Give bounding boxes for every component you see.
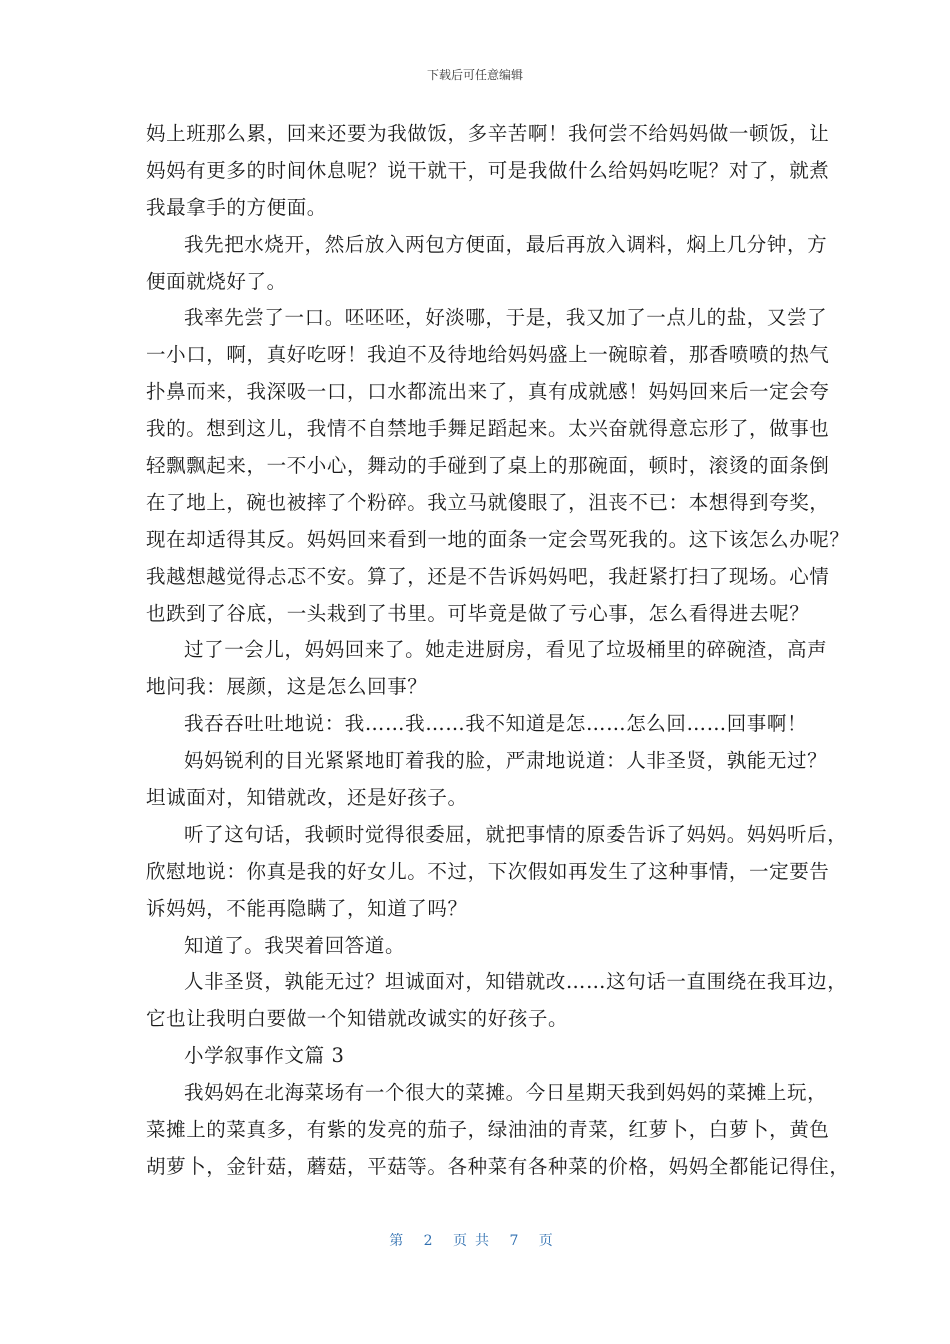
text-line: 诉妈妈，不能再隐瞒了，知道了吗？: [146, 896, 468, 920]
text-line: 便面就烧好了。: [146, 269, 287, 293]
text-line: 过了一会儿，妈妈回来了。她走进厨房，看见了垃圾桶里的碎碗渣，高声: [184, 638, 828, 662]
text-line: 我妈妈在北海菜场有一个很大的菜摊。今日星期天我到妈妈的菜摊上玩，: [184, 1081, 828, 1105]
text-line: 我先把水烧开，然后放入两包方便面，最后再放入调料，焖上几分钟，方: [184, 232, 828, 256]
text-line: 我吞吞吐吐地说：我……我……我不知道是怎……怎么回……回事啊！: [184, 712, 808, 736]
text-line: 菜摊上的菜真多，有紫的发亮的茄子，绿油油的青菜，红萝卜，白萝卜，黄色: [146, 1118, 830, 1142]
text-line: 小学叙事作文篇 3: [184, 1044, 345, 1068]
text-line: 我最拿手的方便面。: [146, 195, 327, 219]
text-line: 欣慰地说：你真是我的好女儿。不过，下次假如再发生了这种事情，一定要告: [146, 859, 830, 883]
page-footer: 第 2 页共 7 页: [389, 1233, 561, 1249]
text-line: 现在却适得其反。妈妈回来看到一地的面条一定会骂死我的。这下该怎么办呢？: [146, 527, 850, 551]
text-line: 在了地上，碗也被摔了个粉碎。我立马就傻眼了，沮丧不已：本想得到夸奖，: [146, 490, 830, 514]
text-line: 坦诚面对，知错就改，还是好孩子。: [146, 786, 468, 810]
text-line: 我越想越觉得忐忑不安。算了，还是不告诉妈妈吧，我赶紧打扫了现场。心情: [146, 564, 830, 588]
text-line: 轻飘飘起来，一不小心，舞动的手碰到了桌上的那碗面，顿时，滚烫的面条倒: [146, 454, 830, 478]
page-header: 下载后可任意编辑: [426, 68, 523, 82]
text-line: 听了这句话，我顿时觉得很委屈，就把事情的原委告诉了妈妈。妈妈听后，: [184, 822, 848, 846]
text-line: 也跌到了谷底，一头栽到了书里。可毕竟是做了亏心事，怎么看得进去呢？: [146, 601, 810, 625]
text-line: 胡萝卜，金针菇，蘑菇，平菇等。各种菜有各种菜的价格，妈妈全都能记得住，: [146, 1154, 850, 1178]
text-line: 人非圣贤，孰能无过？坦诚面对，知错就改……这句话一直围绕在我耳边，: [184, 970, 848, 994]
text-line: 它也让我明白要做一个知错就改诚实的好孩子。: [146, 1007, 569, 1031]
text-line: 地问我：展颜，这是怎么回事？: [146, 675, 428, 699]
text-line: 我率先尝了一口。呸呸呸，好淡哪，于是，我又加了一点儿的盐，又尝了: [184, 306, 828, 330]
text-line: 妈妈有更多的时间休息呢？说干就干，可是我做什么给妈妈吃呢？对了，就煮: [146, 158, 830, 182]
text-line: 我的。想到这儿，我情不自禁地手舞足蹈起来。太兴奋就得意忘形了，做事也: [146, 417, 830, 441]
text-line: 妈上班那么累，回来还要为我做饭，多辛苦啊！我何尝不给妈妈做一顿饭，让: [146, 122, 830, 145]
text-line: 扑鼻而来，我深吸一口，口水都流出来了，真有成就感！妈妈回来后一定会夸: [146, 380, 830, 404]
text-line: 知道了。我哭着回答道。: [184, 933, 406, 957]
text-line: 妈妈锐利的目光紧紧地盯着我的脸，严肃地说道：人非圣贤，孰能无过？: [184, 749, 828, 773]
document-body: [146, 116, 850, 1186]
text-line: 一小口，啊，真好吃呀！我迫不及待地给妈妈盛上一碗晾着，那香喷喷的热气: [146, 343, 830, 367]
